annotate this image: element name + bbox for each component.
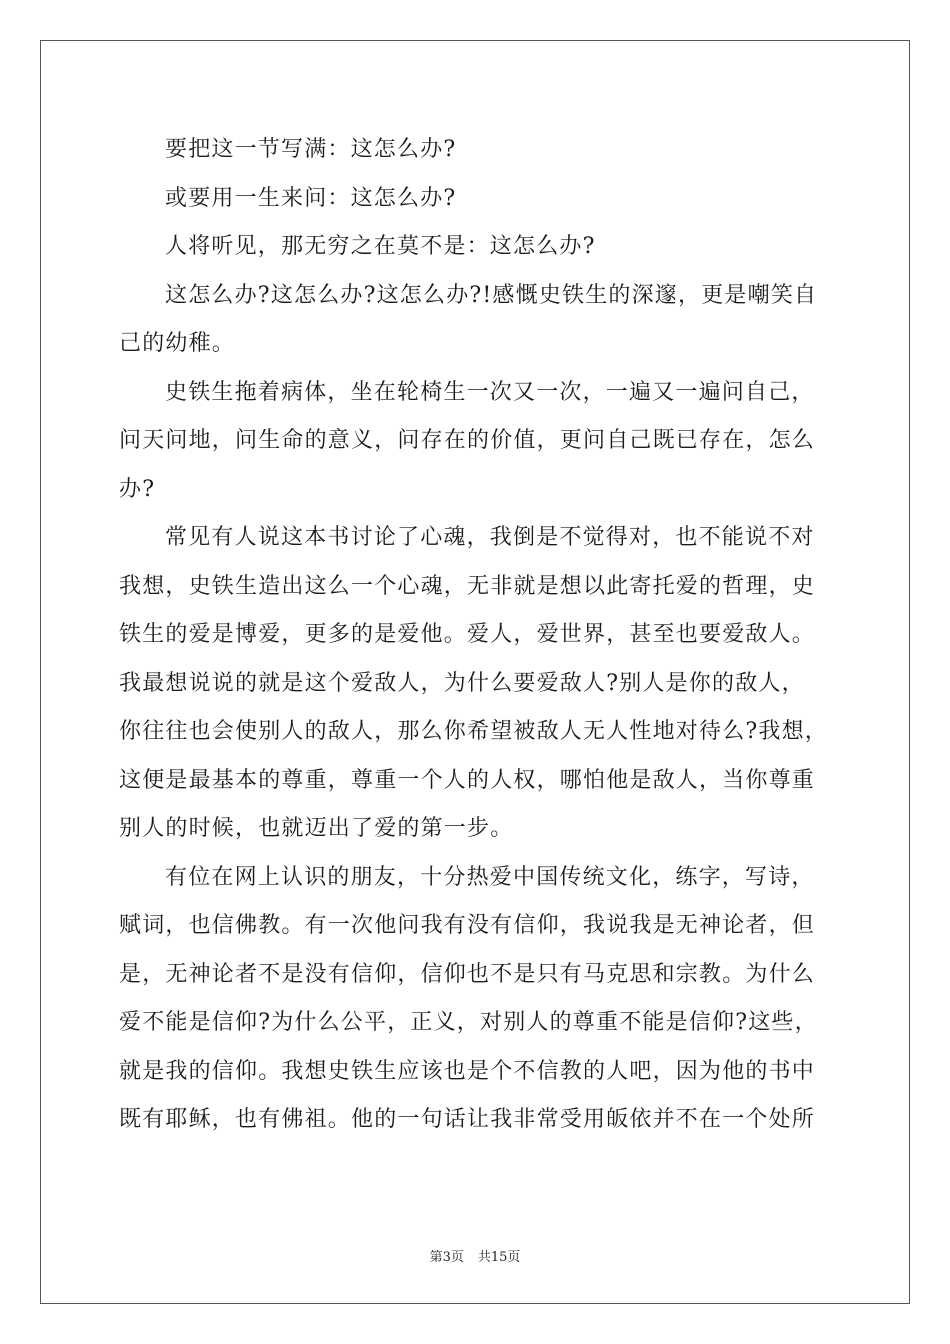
text-line: 别人的时候，也就迈出了爱的第一步。: [119, 816, 514, 841]
text-line: 就是我的信仰。我想史铁生应该也是个不信教的人吧，因为他的书中: [119, 1058, 816, 1084]
text-line: 己的幼稚。: [119, 331, 236, 356]
current-page-label: 第3页: [429, 1250, 464, 1265]
text-line: 你往往也会使别人的敌人，那么你希望被敌人无人性地对待么?我想，: [119, 719, 828, 744]
text-line: 这怎么办?这怎么办?这怎么办?!感慨史铁生的深邃，更是嘲笑自: [165, 282, 818, 308]
text-line: 有位在网上认识的朋友，十分热爱中国传统文化，练字，写诗，: [165, 864, 815, 890]
text-line: 我最想说说的就是这个爱敌人，为什么要爱敌人?别人是你的敌人，: [119, 670, 805, 696]
text-line: 办?: [119, 476, 156, 502]
text-line: 这便是最基本的尊重，尊重一个人的人权，哪怕他是敌人，当你尊重: [119, 767, 816, 793]
text-line: 爱不能是信仰?为什么公平，正义，对别人的尊重不能是信仰?这些，: [119, 1010, 818, 1035]
text-line: 赋词，也信佛教。有一次他问我有没有信仰，我说我是无神论者，但: [119, 913, 816, 938]
text-line: 是，无神论者不是没有信仰，信仰也不是只有马克思和宗教。为什么: [119, 961, 816, 987]
text-line: 人将听见，那无穷之在莫不是：这怎么办?: [165, 234, 596, 259]
text-line: 铁生的爱是博爱，更多的是爱他。爱人，爱世界，甚至也要爱敌人。: [119, 622, 816, 647]
text-line: 要把这一节写满：这怎么办?: [165, 137, 457, 162]
text-line: 或要用一生来问：这怎么办?: [165, 185, 457, 211]
page-footer: [0, 1246, 950, 1265]
text-line: 史铁生拖着病体，坐在轮椅生一次又一次，一遍又一遍问自己，: [165, 379, 815, 405]
document-body: [119, 126, 839, 1145]
total-pages-label: 共15页: [477, 1250, 521, 1265]
text-line: 问天问地，问生命的意义，问存在的价值，更问自己既已存在，怎么: [119, 428, 816, 453]
text-line: 我想，史铁生造出这么一个心魂，无非就是想以此寄托爱的哲理，史: [119, 573, 816, 599]
text-line: 常见有人说这本书讨论了心魂，我倒是不觉得对，也不能说不对: [165, 525, 815, 550]
text-line: 既有耶稣，也有佛祖。他的一句话让我非常受用皈依并不在一个处所: [119, 1107, 816, 1132]
